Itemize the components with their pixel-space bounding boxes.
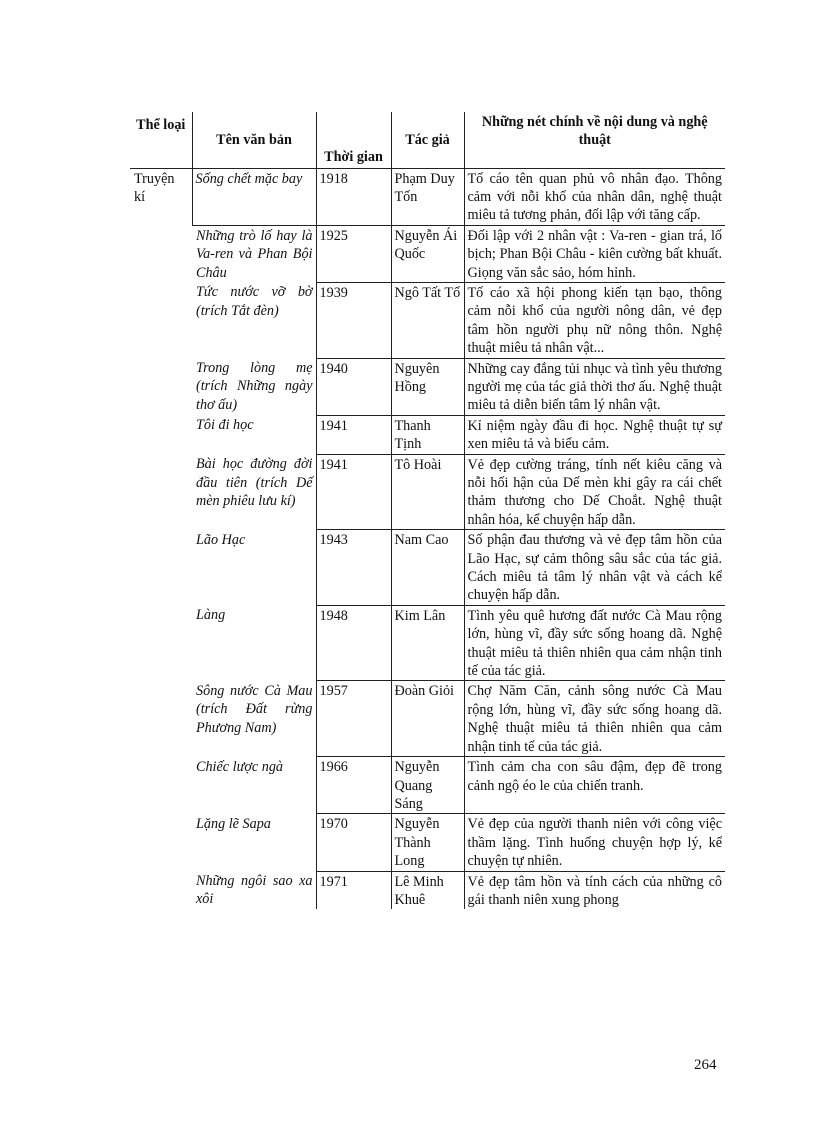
- work-author: Đoàn Giỏi: [391, 681, 464, 757]
- header-author: Tác giả: [391, 112, 464, 168]
- work-author: Nguyễn Thành Long: [391, 814, 464, 871]
- work-year: 1948: [316, 605, 391, 681]
- work-year: 1941: [316, 454, 391, 530]
- work-author: Thanh Tịnh: [391, 415, 464, 454]
- table-row: [130, 282, 725, 358]
- work-title: Những ngôi sao xa xôi: [196, 873, 313, 908]
- work-summary: Vẻ đẹp của người thanh niên với công việc thầm lặng. Tình huống chuyện hợp lý, kể chuyện tự nhiên.: [464, 814, 725, 871]
- work-year: 1957: [316, 681, 391, 757]
- table-row: [130, 681, 725, 757]
- table-row: [130, 225, 725, 282]
- work-author: Phạm Duy Tốn: [391, 168, 464, 225]
- work-title: Sông nước Cà Mau (trích Đất rừng Phương Nam): [196, 682, 313, 736]
- work-year: 1918: [316, 168, 391, 225]
- work-title: Bài học đường đời đầu tiên (trích Dế mèn phiêu lưu kí): [196, 456, 313, 509]
- page-number: 264: [694, 1057, 717, 1073]
- header-content: Những nét chính về nội dung và nghệ thuật: [464, 112, 725, 168]
- work-author: Nguyễn Quang Sáng: [391, 757, 464, 814]
- work-year: 1941: [316, 415, 391, 454]
- work-title: Những trò lố hay là Va-ren và Phan Bội Châu: [196, 227, 313, 281]
- work-summary: Chợ Năm Căn, cảnh sông nước Cà Mau rộng lớn, hùng vĩ, đầy sức sống hoang dã. Nghệ thuật miêu tả thiên nhiên qua cảm nhận tinh tế của tác giả.: [464, 681, 725, 757]
- work-year: 1940: [316, 358, 391, 415]
- work-author: Lê Minh Khuê: [391, 871, 464, 909]
- literature-table: [130, 112, 725, 909]
- work-author: Kim Lân: [391, 605, 464, 681]
- work-year: 1971: [316, 871, 391, 909]
- work-year: 1925: [316, 225, 391, 282]
- work-year: 1939: [316, 282, 391, 358]
- table-row: [130, 358, 725, 415]
- header-genre: Thể loại: [130, 112, 192, 168]
- work-summary: Những cay đắng tủi nhục và tình yêu thương người mẹ của tác giả thời thơ ấu. Nghệ thuật miêu tả diễn biến tâm lý nhân vật.: [464, 358, 725, 415]
- work-author: Ngô Tất Tố: [391, 282, 464, 358]
- header-row: [130, 112, 725, 168]
- table-row: [130, 871, 725, 909]
- table-row: [130, 530, 725, 606]
- header-time: Thời gian: [316, 112, 391, 168]
- work-title: Sống chết mặc bay: [192, 168, 316, 225]
- work-year: 1966: [316, 757, 391, 814]
- table-row: [130, 415, 725, 454]
- table-row: [130, 605, 725, 681]
- work-title: Lặng lẽ Sapa: [196, 815, 271, 832]
- work-summary: Vẻ đẹp tâm hồn và tính cách của những cô gái thanh niên xung phong: [464, 871, 725, 909]
- work-summary: Đối lập với 2 nhân vật : Va-ren - gian trá, lố bịch; Phan Bội Châu - kiên cường bất khuất. Giọng văn sắc sảo, hóm hỉnh.: [464, 225, 725, 282]
- work-summary: Tình cảm cha con sâu đậm, đẹp đẽ trong cảnh ngộ éo le của chiến tranh.: [464, 757, 725, 814]
- work-title: Tôi đi học: [196, 417, 254, 434]
- work-summary: Kỉ niệm ngày đầu đi học. Nghệ thuật tự sự xen miêu tả và biểu cảm.: [464, 415, 725, 454]
- work-title: Lão Hạc: [196, 531, 246, 548]
- work-summary: Tình yêu quê hương đất nước Cà Mau rộng lớn, hùng vĩ, đầy sức sống hoang dã. Nghệ thuật miêu tả thiên nhiên qua cảm nhận tinh tế của tác giả.: [464, 605, 725, 681]
- work-summary: Vẻ đẹp cường tráng, tính nết kiêu căng và nỗi hối hận của Dế mèn khi gây ra cái chết thảm thương cho Dế Choắt. Nghệ thuật nhân hóa, kể chuyện hấp dẫn.: [464, 454, 725, 530]
- work-author: Tô Hoài: [391, 454, 464, 530]
- work-title: Trong lòng mẹ (trích Những ngày thơ ấu): [196, 360, 313, 413]
- work-year: 1943: [316, 530, 391, 606]
- work-summary: Số phận đau thương và vẻ đẹp tâm hồn của Lão Hạc, sự cảm thông sâu sắc của tác giả. Cách miêu tả tâm lý nhân vật và cách kể chuyện hấp dẫn.: [464, 530, 725, 606]
- work-title: Tức nước vỡ bờ (trích Tắt đèn): [196, 284, 313, 319]
- table-row: [130, 168, 725, 225]
- work-summary: Tố cáo tên quan phủ vô nhân đạo. Thông cảm với nỗi khổ của nhân dân, nghệ thuật miêu tả tương phản, đối lập với tăng cấp.: [464, 168, 725, 225]
- genre-cell: Truyện kí: [134, 170, 175, 205]
- work-title: Làng: [196, 607, 226, 624]
- work-author: Nam Cao: [391, 530, 464, 606]
- work-author: Nguyên Hồng: [391, 358, 464, 415]
- header-title: Tên văn bản: [192, 112, 316, 168]
- work-author: Nguyễn Ái Quốc: [391, 225, 464, 282]
- table-row: [130, 757, 725, 814]
- work-summary: Tố cáo xã hội phong kiến tạn bạo, thông cảm nỗi khổ của người nông dân, vẻ đẹp tâm hồn người phụ nữ nông thôn. Nghệ thuật miêu tả nhân vật...: [464, 282, 725, 358]
- work-year: 1970: [316, 814, 391, 871]
- work-title: Chiếc lược ngà: [196, 758, 284, 775]
- table-row: [130, 454, 725, 530]
- table-row: [130, 814, 725, 871]
